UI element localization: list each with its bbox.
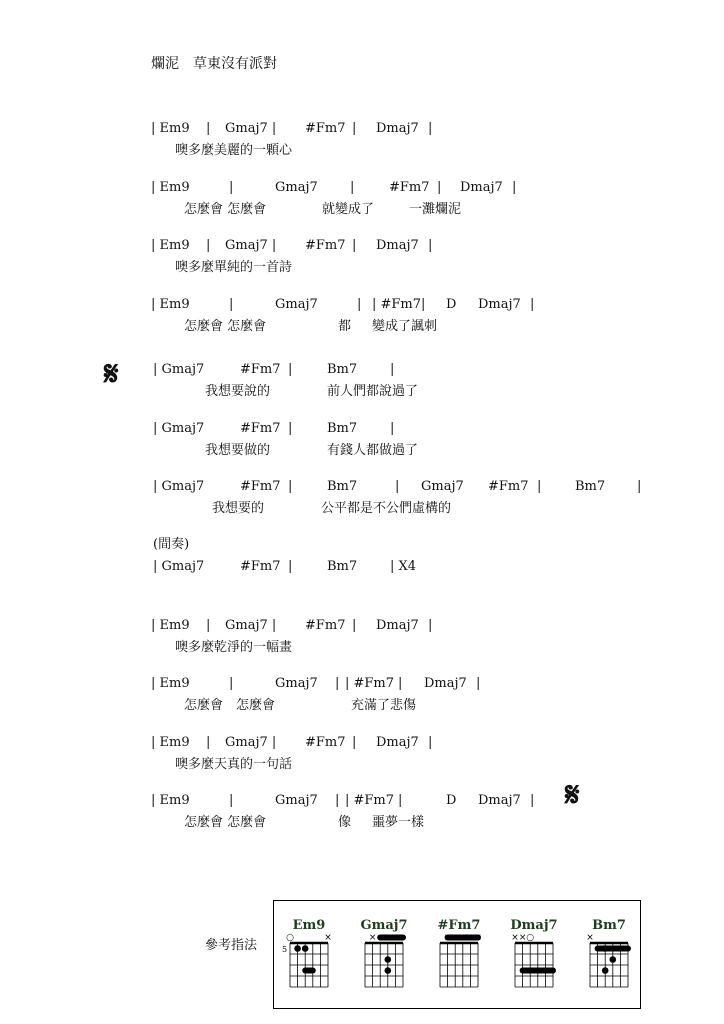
chord-token: D (446, 297, 457, 312)
lyric-text: 充滿了悲傷 (351, 698, 417, 713)
chord-chart-box (273, 900, 641, 1009)
lyric-text: 噢多麼乾淨的一幅畫 (175, 640, 293, 655)
chord-token: Dmaj7 (478, 297, 521, 312)
chord-diagram-gmaj7 (360, 918, 407, 987)
chord-token: | Gmaj7 (153, 479, 205, 494)
chord-token: Dmaj7 (376, 735, 419, 750)
chord-token: #Fm7 (389, 180, 430, 195)
chord-token: | (357, 297, 362, 312)
page-title: 爛泥 草東沒有派對 (151, 56, 277, 72)
chord-token: | (421, 297, 426, 312)
chord-token: | (476, 676, 481, 691)
chord-token: | (206, 735, 211, 750)
chord-token: Bm7 (327, 362, 358, 377)
chord-token: | (530, 297, 535, 312)
chord-token: | (206, 238, 211, 253)
chord-token: | (428, 618, 433, 633)
chord-token: | (229, 793, 234, 808)
chord-token: | (637, 479, 642, 494)
barre-mark (595, 946, 631, 952)
chord-token: Gmaj7 (421, 479, 464, 494)
chord-diagram-dmaj7 (510, 918, 557, 987)
string-mark: × (324, 933, 332, 943)
chord-token: Gmaj7 (275, 180, 318, 195)
chord-name: Em9 (292, 918, 326, 933)
chord-token: Dmaj7 (376, 238, 419, 253)
chord-token: | (428, 735, 433, 750)
chord-token: | (352, 121, 357, 136)
chord-token: Gmaj7 (275, 793, 318, 808)
string-mark: × (518, 933, 527, 943)
chord-diagrams (274, 901, 639, 1007)
chord-token: Bm7 (575, 479, 606, 494)
chord-token: | (390, 362, 395, 377)
chord-token: | (229, 676, 234, 691)
chord-token: | (537, 479, 542, 494)
chord-token: #Fm7 (240, 421, 281, 436)
chord-token: Dmaj7 (460, 180, 503, 195)
finger-dot (302, 945, 309, 952)
chord-token: | (395, 479, 400, 494)
finger-dot (294, 945, 301, 952)
segno-icon: 𝄋 (565, 775, 580, 815)
barre-mark (302, 968, 316, 974)
chord-token: #Fm7 (305, 121, 346, 136)
chord-token: | Em9 (151, 618, 190, 633)
chord-token: | (437, 180, 442, 195)
lyric-text: 前人們都說過了 (327, 384, 419, 399)
chord-token: | #Fm7 (345, 676, 395, 691)
string-mark: ○ (286, 933, 294, 943)
chord-token: Gmaj7 (275, 297, 318, 312)
chord-token: | (350, 180, 355, 195)
chord-token: #Fm7 (305, 735, 346, 750)
chord-token: #Fm7 (305, 238, 346, 253)
chord-token: | Em9 (151, 297, 190, 312)
chord-token: | (428, 238, 433, 253)
lyric-text: 怎麼會 怎麼會 (184, 815, 267, 830)
chord-token: | Em9 (151, 676, 190, 691)
chord-token: | (390, 421, 395, 436)
chord-token: | Em9 (151, 121, 190, 136)
chord-token: | (229, 180, 234, 195)
chord-token: | (398, 676, 403, 691)
chord-token: | Gmaj7 (153, 559, 205, 574)
chord-name: #Fm7 (437, 918, 481, 933)
chord-token: | (352, 238, 357, 253)
chord-token: Gmaj7 | (225, 121, 277, 136)
chord-diagram-sharpfm7 (438, 918, 482, 987)
barre-mark (377, 935, 406, 941)
lyric-text: 我想要說的 (205, 384, 271, 399)
chord-token: | (206, 618, 211, 633)
lyric-text: 噢多麼單純的一首詩 (175, 260, 293, 275)
chord-token: Gmaj7 | (225, 238, 277, 253)
lyric-text: 像 (338, 815, 352, 830)
chord-name: Dmaj7 (510, 918, 558, 933)
chord-token: Gmaj7 | (225, 618, 277, 633)
lyric-text: 我想要的 (212, 501, 265, 516)
chord-name: Gmaj7 (360, 918, 408, 933)
chord-token: #Fm7 (488, 479, 529, 494)
lyric-text: 怎麼會 怎麼會 (184, 319, 267, 334)
chord-token: | Em9 (151, 735, 190, 750)
chord-token: | (288, 362, 293, 377)
chord-token: | (206, 121, 211, 136)
lyric-text: 我想要做的 (205, 443, 271, 458)
lyric-text: 變成了諷刺 (372, 319, 438, 334)
chord-token: | Em9 (151, 238, 190, 253)
chord-token: Bm7 (327, 479, 358, 494)
lyric-text: (間奏) (153, 537, 190, 552)
chord-diagram-em9 (282, 918, 332, 987)
chord-token: | Em9 (151, 180, 190, 195)
chord-token: | (352, 618, 357, 633)
barre-mark (520, 968, 556, 974)
lyric-text: 怎麼會 怎麼會 (184, 202, 267, 217)
chord-token: | (288, 559, 293, 574)
finger-dot (602, 967, 609, 974)
chord-name: Bm7 (592, 918, 626, 933)
finger-dot (602, 945, 609, 952)
fret-label: 5 (282, 945, 288, 954)
chord-token: | (512, 180, 517, 195)
chord-token: D (446, 793, 457, 808)
finger-dot (385, 967, 392, 974)
chord-token: | (352, 735, 357, 750)
chart-label: 參考指法 (205, 938, 258, 953)
chord-token: | (229, 297, 234, 312)
chord-token: | (335, 676, 340, 691)
chord-token: #Fm7 (240, 479, 281, 494)
chord-token: | X4 (390, 559, 417, 574)
chord-token: Gmaj7 | (225, 735, 277, 750)
chord-token: | (288, 421, 293, 436)
chord-token: #Fm7 (240, 559, 281, 574)
chord-token: | Gmaj7 (153, 362, 205, 377)
chord-token: Bm7 (327, 559, 358, 574)
string-mark: × (368, 933, 377, 943)
chord-token: Dmaj7 (376, 121, 419, 136)
chord-token: | Em9 (151, 793, 190, 808)
chord-token: | (335, 793, 340, 808)
segno-icon: 𝄋 (104, 354, 119, 394)
chord-token: #Fm7 (240, 362, 281, 377)
lyric-text: 噢多麼美麗的一顆心 (175, 143, 293, 158)
lyric-text: 有錢人都做過了 (327, 443, 419, 458)
lyric-text: 都 (338, 319, 352, 334)
chord-token: | #Fm7 (345, 793, 395, 808)
chord-token: | (530, 793, 535, 808)
chord-token: | (398, 793, 403, 808)
lyric-text: 怎麼會 怎麼會 (184, 698, 276, 713)
chord-token: Bm7 (327, 421, 358, 436)
chord-token: | (288, 479, 293, 494)
string-mark: × (586, 933, 594, 943)
chord-token: | #Fm7 (372, 297, 422, 312)
lyric-text: 就變成了 (322, 202, 375, 217)
chord-token: Dmaj7 (376, 618, 419, 633)
chord-token: Dmaj7 (424, 676, 467, 691)
chord-diagram-bm7 (586, 918, 631, 987)
finger-dot (385, 956, 392, 963)
string-mark: × (511, 933, 519, 943)
lyric-text: 一灘爛泥 (409, 202, 462, 217)
chord-token: | Gmaj7 (153, 421, 205, 436)
chord-token: Dmaj7 (478, 793, 521, 808)
lyric-text: 噩夢一樣 (372, 815, 425, 830)
lyric-text: 公平都是不公們虛構的 (321, 501, 452, 516)
chord-token: | (428, 121, 433, 136)
lyric-text: 噢多麼天真的一句話 (175, 757, 293, 772)
chord-token: #Fm7 (305, 618, 346, 633)
chord-token: Gmaj7 (275, 676, 318, 691)
string-mark: ○ (526, 933, 535, 943)
barre-mark (445, 935, 481, 941)
finger-dot (610, 956, 617, 963)
